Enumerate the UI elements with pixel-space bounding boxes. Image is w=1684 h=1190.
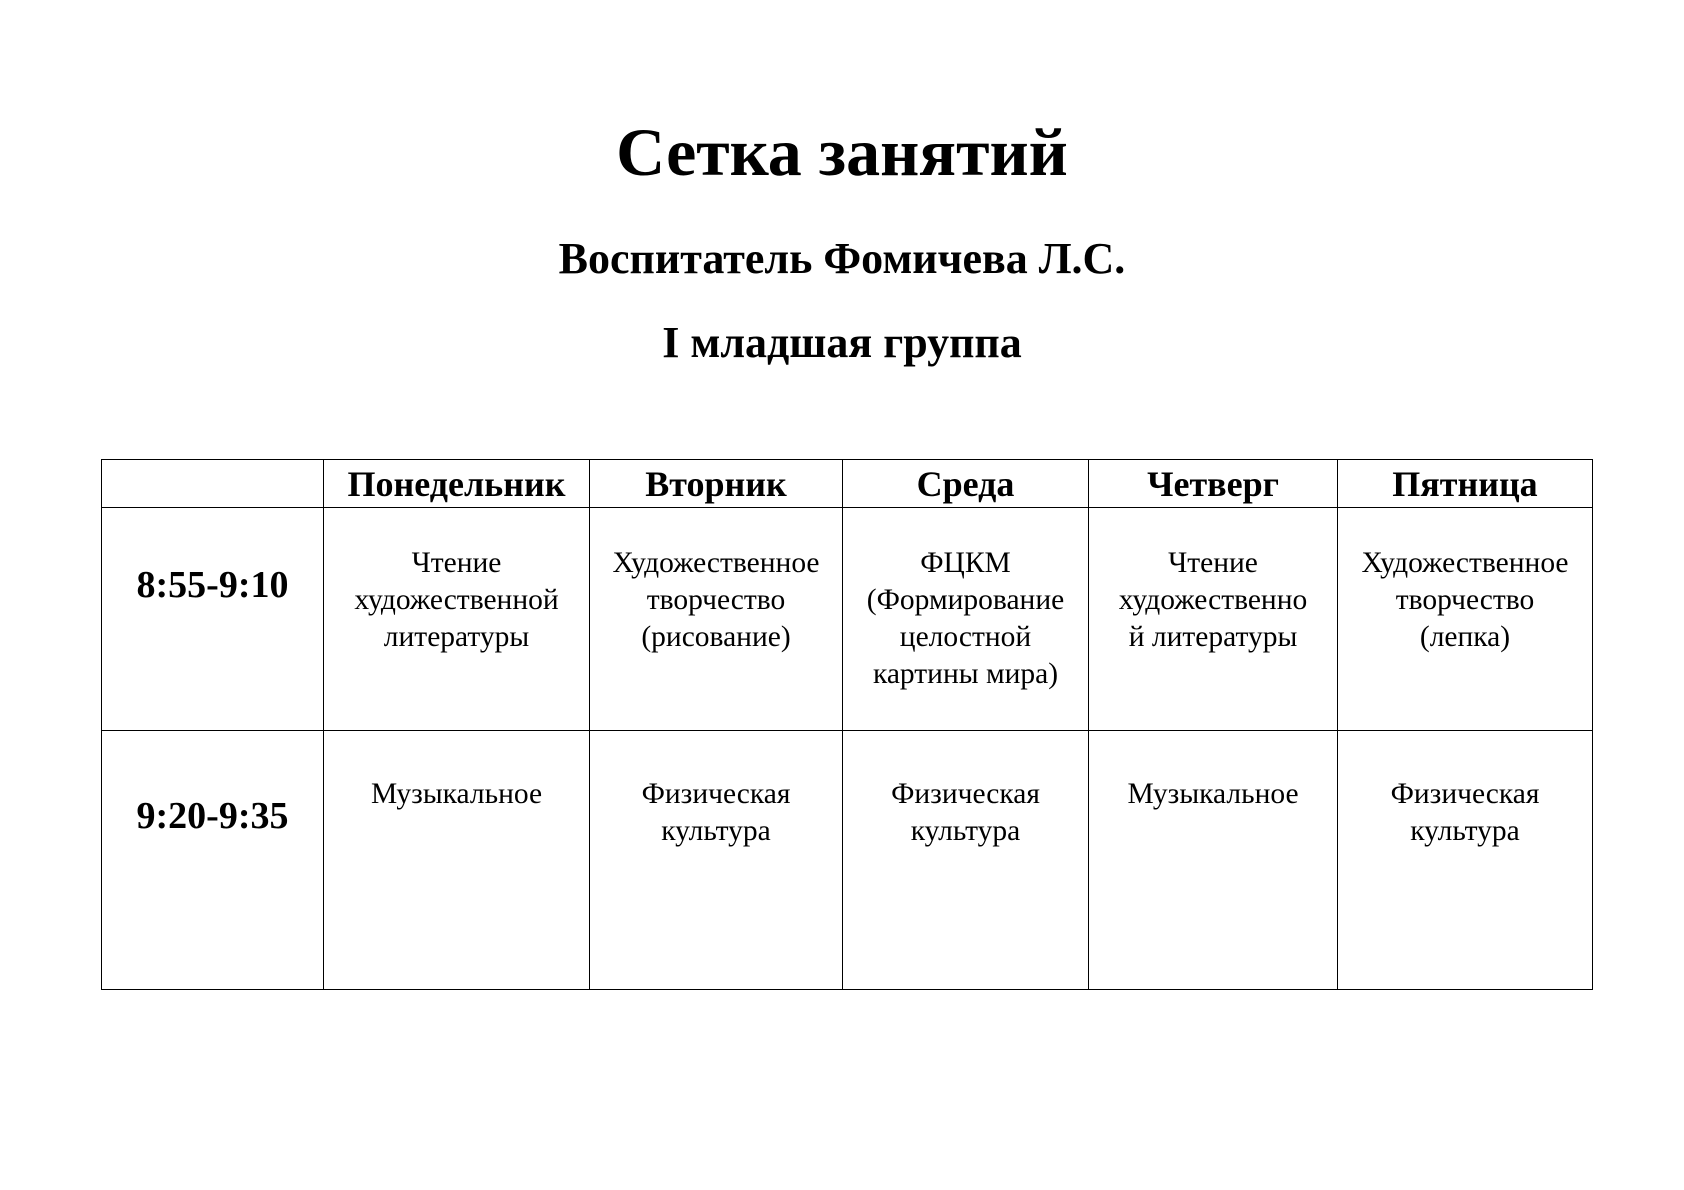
lesson-cell [324, 731, 590, 990]
lesson-cell [843, 731, 1089, 990]
lesson-line: Физическая [891, 778, 1040, 810]
lesson-line: творчество [646, 584, 786, 616]
day-header-friday: Пятница [1338, 460, 1593, 508]
lesson-line: (рисование) [641, 621, 791, 653]
day-header-tuesday: Вторник [590, 460, 843, 508]
lesson-cell [843, 508, 1089, 731]
day-header-wednesday: Среда [843, 460, 1089, 508]
lesson-cell [1089, 508, 1338, 731]
table-header-row [102, 460, 1593, 508]
lesson-line: литературы [383, 621, 530, 653]
lesson-line: культура [910, 815, 1021, 847]
lesson-line: Физическая [1390, 778, 1540, 810]
time-slot: 8:55-9:10 [102, 508, 324, 731]
lesson-line: Художественное [1361, 547, 1569, 579]
lesson-line: культура [1410, 815, 1520, 847]
lesson-line: Чтение [1168, 547, 1258, 579]
lesson-cell [590, 731, 843, 990]
lesson-line: Музыкальное [370, 778, 543, 810]
lesson-line: (Формирование [866, 584, 1065, 616]
lesson-cell [590, 508, 843, 731]
time-slot: 9:20-9:35 [102, 731, 324, 990]
page-title: Сетка занятий [616, 114, 1068, 190]
lesson-cell [324, 508, 590, 731]
day-header-thursday: Четверг [1089, 460, 1338, 508]
lesson-line: целостной [899, 621, 1032, 653]
lesson-line: художественно [1118, 584, 1308, 616]
lesson-line: ФЦКМ [920, 547, 1011, 579]
lesson-cell [1089, 731, 1338, 990]
lesson-line: Физическая [641, 778, 791, 810]
lesson-cell [1338, 731, 1593, 990]
group-name: I младшая группа [662, 318, 1022, 367]
day-header-monday: Понедельник [324, 460, 590, 508]
schedule-table [101, 459, 1593, 990]
lesson-line: (лепка) [1419, 621, 1511, 653]
lesson-line: Художественное [612, 547, 820, 579]
corner-cell [102, 460, 324, 508]
lesson-line: художественной [354, 584, 559, 616]
lesson-line: картины мира) [872, 658, 1059, 690]
lesson-line: й литературы [1128, 621, 1298, 653]
lesson-line: культура [661, 815, 771, 847]
lesson-line: Музыкальное [1127, 778, 1299, 810]
lesson-cell [1338, 508, 1593, 731]
table-row [102, 731, 1593, 990]
lesson-line: творчество [1395, 584, 1535, 616]
teacher-name: Воспитатель Фомичева Л.С. [558, 234, 1126, 283]
table-row [102, 508, 1593, 731]
lesson-line: Чтение [411, 547, 502, 579]
